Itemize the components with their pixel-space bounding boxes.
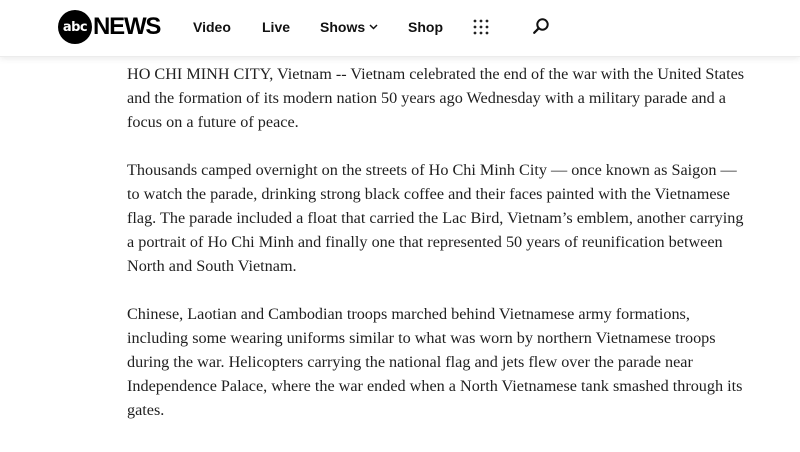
nav-shop-label: Shop — [408, 19, 443, 35]
nav-live-label: Live — [262, 19, 291, 35]
nav-shop-link[interactable] — [408, 17, 443, 37]
grid-menu-icon[interactable] — [473, 19, 489, 35]
top-navigation-bar — [0, 0, 800, 57]
abc-logo-circle: abc — [58, 10, 92, 44]
news-wordmark: NEWS — [93, 13, 161, 40]
abc-news-logo[interactable] — [58, 10, 160, 44]
nav-shows-dropdown[interactable] — [320, 17, 378, 37]
search-icon[interactable] — [532, 17, 550, 35]
article-body — [127, 62, 747, 446]
nav-video-link[interactable] — [193, 17, 231, 37]
article-paragraph-3: Chinese, Laotian and Cambodian troops marched behind Vietnamese army formations, including some wearing uniforms similar to what was worn by northern Vietnamese troops during the war. Helicopters carrying the national flag and jets flew over the parade near Independence Palace, where the war ended when a North Vietnamese tank smashed through its gates. — [127, 305, 743, 419]
nav-video-label: Video — [193, 19, 231, 35]
nav-shows-label: Shows — [320, 19, 366, 35]
article-paragraph-2: Thousands camped overnight on the streets of Ho Chi Minh City — once known as Saigon — to watch the parade, drinking strong black coffee and their faces painted with the Vietnamese flag. The parade included a float that carried the Lac Bird, Vietnam’s emblem, another carrying a portrait of Ho Chi Minh and finally one that represented 50 years of reunification between North and South Vietnam. — [127, 161, 744, 275]
chevron-down-icon — [369, 24, 378, 30]
nav-live-link[interactable] — [262, 17, 290, 37]
article-paragraph-1: HO CHI MINH CITY, Vietnam -- Vietnam celebrated the end of the war with the United States and the formation of its modern nation 50 years ago Wednesday with a military parade and a focus on a future of peace. — [127, 65, 745, 131]
